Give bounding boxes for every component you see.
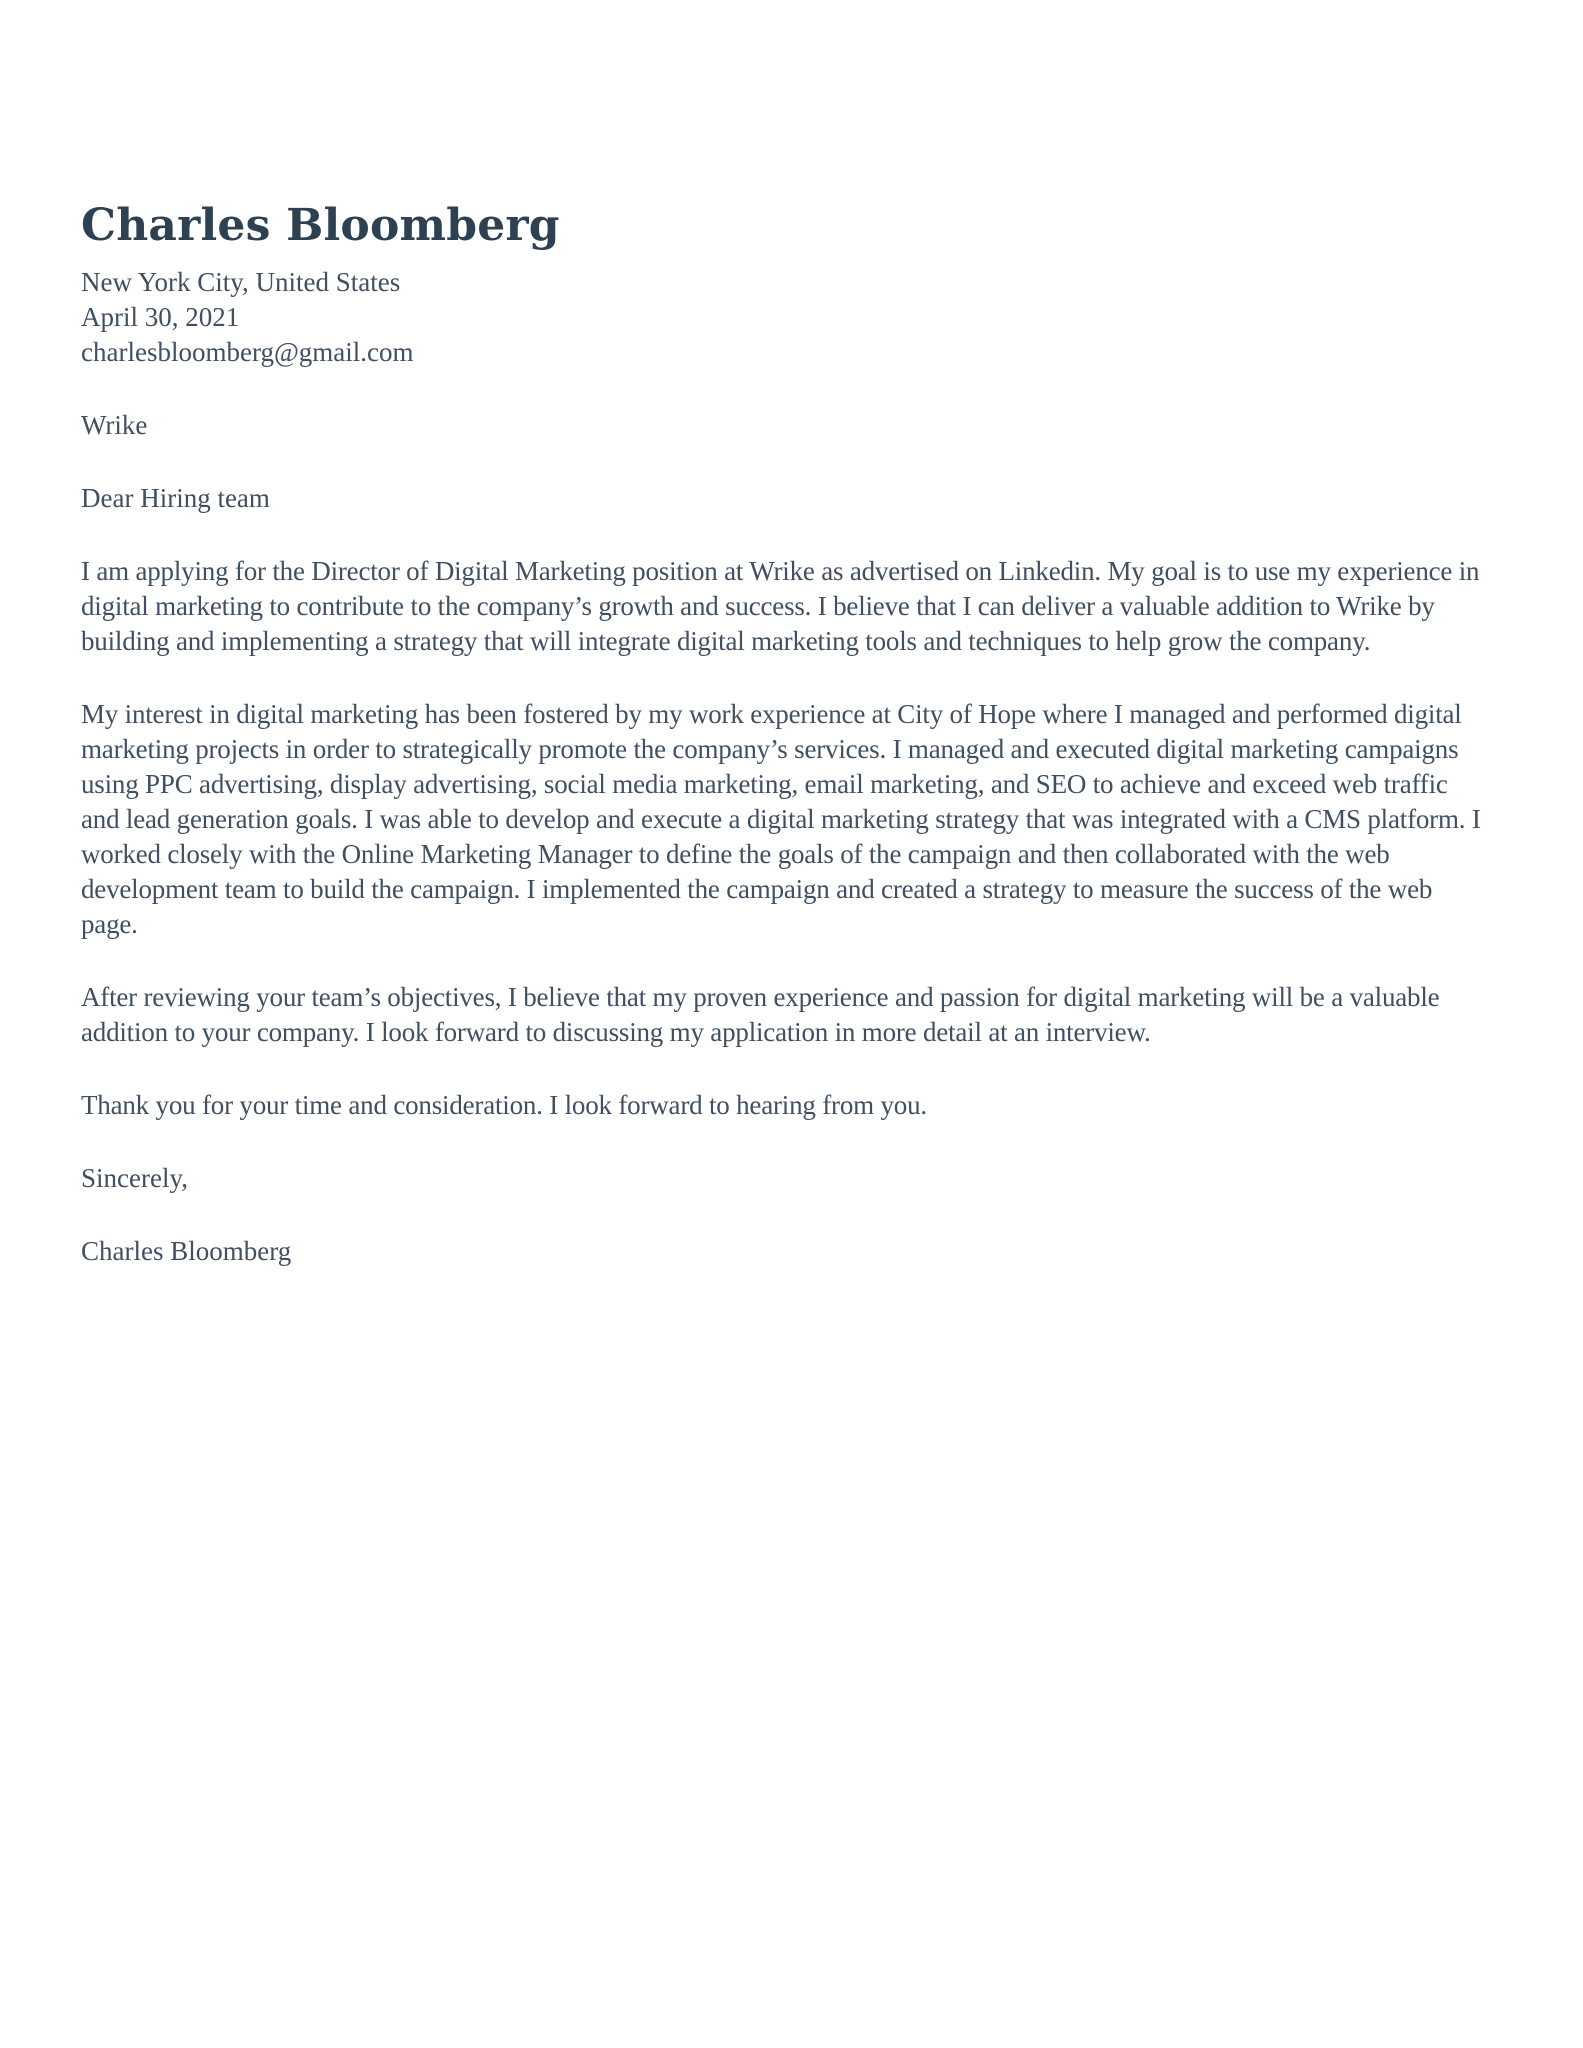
paragraph-experience: My interest in digital marketing has been fostered by my work experience at City of Hope where I managed and performed digital marketing projects in order to strategically promote the company’s services. I managed and executed digital marketing campaigns using PPC advertising, display advertising, social media marketing, email marketing, and SEO to achieve and exceed web traffic and lead generation goals. I was able to develop and execute a digital marketing strategy that was integrated with a CMS platform. I worked closely with the Online Marketing Manager to define the goals of the campaign and then collaborated with the web development team to build the campaign. I implemented the campaign and created a strategy to measure the success of the web page.	[81, 699, 1481, 940]
paragraph-fit: After reviewing your team’s objectives, I believe that my proven experience and passion for digital marketing will be a valuable addition to your company. I look forward to discussing my application in more detail at an interview.	[81, 982, 1440, 1048]
letter-date: April 30, 2021	[81, 302, 240, 333]
recipient-company: Wrike	[81, 410, 148, 441]
sender-name-heading: Charles Bloomberg	[81, 200, 560, 251]
signature-name: Charles Bloomberg	[81, 1236, 292, 1267]
salutation: Dear Hiring team	[81, 483, 270, 514]
paragraph-thanks: Thank you for your time and consideration. I look forward to hearing from you.	[81, 1090, 927, 1121]
contact-block	[81, 265, 1501, 370]
paragraph-introduction: I am applying for the Director of Digital Marketing position at Wrike as advertised on Linkedin. My goal is to use my experience in digital marketing to contribute to the company’s growth and success. I believe that I can deliver a valuable addition to Wrike by building and implementing a strategy that will integrate digital marketing tools and techniques to help grow the company.	[81, 556, 1480, 657]
sender-location: New York City, United States	[81, 267, 401, 298]
sender-email: charlesbloomberg@gmail.com	[81, 337, 414, 368]
closing: Sincerely,	[81, 1163, 188, 1194]
